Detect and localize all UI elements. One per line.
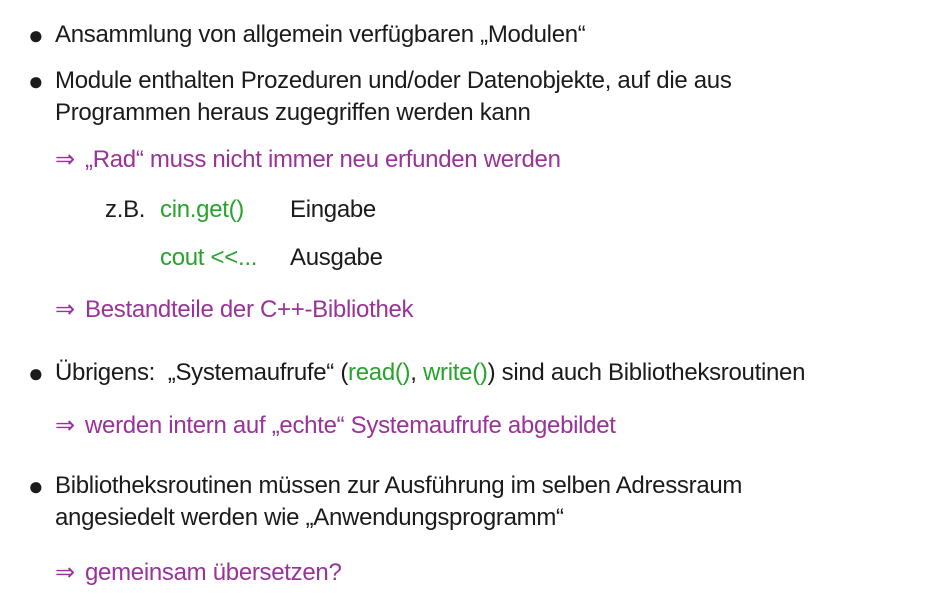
example-row-cout	[0, 242, 927, 274]
bullet-item-module-contents	[0, 65, 927, 129]
arrow-text: „Rad“ muss nicht immer neu erfunden werden	[85, 146, 561, 173]
arrow-text: Bestandteile der C++-Bibliothek	[85, 296, 414, 323]
bullet-text	[55, 357, 907, 389]
bullet-icon: ●	[28, 471, 44, 501]
example-description: Eingabe	[290, 196, 376, 223]
arrow-note-cpp-library	[0, 294, 927, 326]
bullet-icon: ●	[28, 20, 44, 50]
bullet-item-syscalls	[0, 357, 927, 389]
bullet-line: Ansammlung von allgemein verfügbaren „Modulen“	[55, 21, 586, 48]
text-segment: Übrigens: „Systemaufrufe“ (	[55, 359, 349, 386]
text-segment: ,	[410, 359, 424, 386]
code-snippet-cout: cout <<...	[160, 244, 258, 271]
arrow-note-real-syscalls	[0, 410, 927, 442]
bullet-text	[55, 65, 907, 129]
arrow-note-rad	[0, 144, 927, 176]
bullet-item-modules	[0, 19, 927, 51]
text-segment: ) sind auch Bibliotheksroutinen	[487, 359, 806, 386]
arrow-icon: ⇒	[55, 412, 75, 439]
example-label: z.B.	[105, 196, 146, 223]
bullet-line: Programmen heraus zugegriffen werden kann	[55, 99, 531, 126]
code-snippet-write: write()	[423, 359, 488, 386]
arrow-icon: ⇒	[55, 296, 75, 323]
bullet-line: Bibliotheksroutinen müssen zur Ausführung im selben Adressraum	[55, 472, 743, 499]
bullet-item-address-space	[0, 470, 927, 534]
example-row-cin	[0, 194, 927, 226]
bullet-text	[55, 470, 907, 534]
bullet-line: angesiedelt werden wie „Anwendungsprogramm“	[55, 504, 564, 531]
bullet-icon: ●	[28, 358, 44, 388]
arrow-note-compile-together	[0, 557, 927, 589]
arrow-text: werden intern auf „echte“ Systemaufrufe abgebildet	[85, 412, 616, 439]
arrow-text: gemeinsam übersetzen?	[85, 559, 342, 586]
arrow-icon: ⇒	[55, 559, 75, 586]
arrow-icon: ⇒	[55, 146, 75, 173]
code-snippet-read: read()	[348, 359, 411, 386]
bullet-text	[55, 19, 907, 51]
example-description: Ausgabe	[290, 244, 383, 271]
bullet-icon: ●	[28, 66, 44, 96]
code-snippet-cin-get: cin.get()	[160, 196, 244, 223]
bullet-line: Module enthalten Prozeduren und/oder Datenobjekte, auf die aus	[55, 67, 732, 94]
